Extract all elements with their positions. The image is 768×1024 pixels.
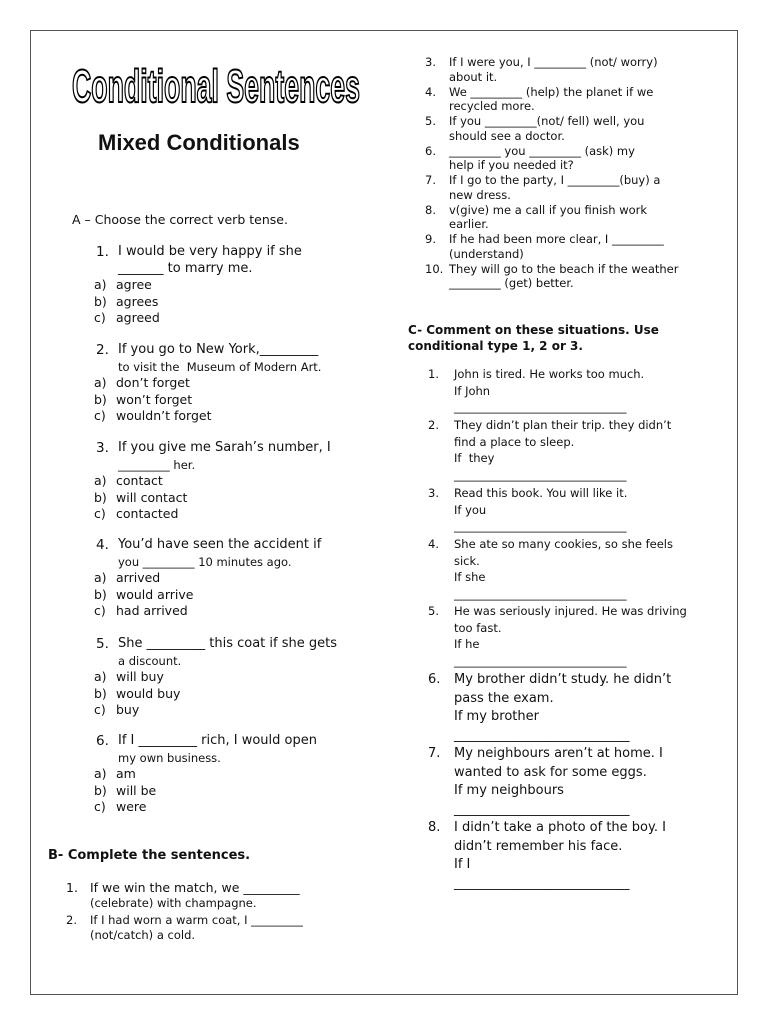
item-number: 8. bbox=[425, 202, 436, 217]
option-text: would buy bbox=[116, 685, 181, 701]
question-number: 4. bbox=[96, 537, 109, 553]
question-number: 6. bbox=[96, 733, 109, 749]
answer-line: ___________________________ bbox=[454, 801, 630, 817]
item-number: 8. bbox=[428, 820, 441, 835]
answer-option bbox=[94, 799, 146, 816]
sentence-line: (understand) bbox=[449, 246, 524, 261]
sentence-line: If I had worn a warm coat, I _________ bbox=[90, 913, 303, 927]
option-text: agrees bbox=[116, 293, 159, 309]
item-number: 6. bbox=[428, 672, 441, 687]
item-number: 3. bbox=[428, 486, 439, 500]
situation-line: If John bbox=[454, 383, 491, 398]
situation-line: wanted to ask for some eggs. bbox=[454, 764, 647, 780]
item-number: 5. bbox=[425, 114, 436, 128]
option-letter: c) bbox=[94, 702, 106, 717]
sentence-line: recycled more. bbox=[449, 99, 535, 114]
answer-option bbox=[94, 603, 188, 620]
answer-option bbox=[94, 294, 158, 311]
option-text: contacted bbox=[116, 506, 179, 521]
answer-line: ______________________________ bbox=[454, 653, 627, 668]
option-text: agreed bbox=[116, 310, 160, 325]
question-line: If I _________ rich, I would open bbox=[118, 733, 317, 748]
option-letter: a) bbox=[94, 375, 107, 390]
answer-option bbox=[94, 587, 193, 604]
section-c-heading-line1: C- Comment on these situations. Use bbox=[408, 323, 659, 337]
section-c-heading-line2: conditional type 1, 2 or 3. bbox=[408, 339, 583, 353]
option-text: agree bbox=[116, 277, 152, 292]
option-text: am bbox=[116, 766, 136, 781]
answer-line: ___________________________ bbox=[454, 875, 630, 891]
item-number: 7. bbox=[425, 173, 436, 187]
question-a-2 bbox=[96, 342, 376, 375]
sentence-line: should see a doctor. bbox=[449, 128, 565, 143]
question-a-3 bbox=[96, 440, 376, 473]
sentence-line: new dress. bbox=[449, 187, 511, 202]
option-letter: a) bbox=[94, 277, 107, 292]
situation-line: If he bbox=[454, 637, 480, 651]
sentence-b-3 bbox=[425, 55, 658, 84]
situation-line: find a place to sleep. bbox=[454, 434, 575, 449]
item-number: 5. bbox=[428, 604, 439, 618]
sentence-line: about it. bbox=[449, 69, 498, 84]
answer-option bbox=[94, 686, 180, 703]
section-b-heading: B- Complete the sentences. bbox=[48, 848, 251, 863]
option-text: won’t forget bbox=[116, 391, 193, 407]
option-letter: b) bbox=[94, 293, 107, 309]
option-letter: a) bbox=[94, 766, 107, 781]
sentence-line: _________ you _________ (ask) my bbox=[449, 143, 635, 158]
question-line: _________ her. bbox=[118, 457, 196, 472]
situation-line: If they bbox=[454, 451, 495, 465]
option-text: will contact bbox=[116, 489, 188, 505]
question-number: 3. bbox=[96, 440, 109, 456]
sentence-line: (celebrate) with champagne. bbox=[90, 895, 257, 910]
situation-line: My brother didn’t study. he didn’t bbox=[454, 672, 672, 687]
answer-option bbox=[94, 473, 163, 490]
answer-option bbox=[94, 766, 136, 783]
option-letter: b) bbox=[94, 586, 107, 602]
answer-option bbox=[94, 310, 160, 327]
worksheet-subtitle: Mixed Conditionals bbox=[98, 130, 300, 155]
option-letter: a) bbox=[94, 570, 107, 585]
option-letter: b) bbox=[94, 391, 107, 407]
sentence-b-7 bbox=[425, 173, 660, 202]
sentence-line: (not/catch) a cold. bbox=[90, 927, 196, 942]
situation-line: Read this book. You will like it. bbox=[454, 486, 628, 500]
question-line: my own business. bbox=[118, 750, 221, 765]
sentence-line: If I go to the party, I _________(buy) a bbox=[449, 173, 661, 187]
answer-option bbox=[94, 277, 152, 294]
answer-line: ______________________________ bbox=[454, 467, 627, 482]
option-text: contact bbox=[116, 473, 163, 488]
question-a-6 bbox=[96, 733, 376, 766]
sentence-line: help if you needed it? bbox=[449, 158, 574, 173]
answer-line: ______________________________ bbox=[454, 586, 627, 601]
item-number: 7. bbox=[428, 746, 441, 761]
situation-line: If my neighbours bbox=[454, 783, 564, 798]
situation-line: I didn’t take a photo of the boy. I bbox=[454, 820, 666, 835]
question-line: If you go to New York,_________ bbox=[118, 342, 319, 357]
sentence-line: We _________ (help) the planet if we bbox=[449, 84, 654, 99]
question-line: _______ to marry me. bbox=[118, 260, 253, 276]
situation-line: didn’t remember his face. bbox=[454, 838, 623, 854]
option-text: will buy bbox=[116, 669, 164, 684]
option-letter: b) bbox=[94, 489, 107, 505]
situation-c-1 bbox=[428, 366, 644, 416]
situation-line: John is tired. He works too much. bbox=[454, 367, 645, 381]
situation-line: If my brother bbox=[454, 709, 539, 724]
answer-line: ______________________________ bbox=[454, 519, 627, 533]
situation-line: My neighbours aren’t at home. I bbox=[454, 746, 663, 761]
question-line: If you give me Sarah’s number, I bbox=[118, 440, 331, 455]
section-a-heading: A – Choose the correct verb tense. bbox=[72, 212, 288, 227]
question-line: to visit the Museum of Modern Art. bbox=[118, 359, 322, 374]
answer-option bbox=[94, 669, 164, 686]
sentence-b-8 bbox=[425, 203, 647, 232]
situation-line: If I bbox=[454, 857, 471, 872]
question-number: 1. bbox=[96, 244, 109, 260]
option-letter: c) bbox=[94, 799, 106, 814]
situation-c-2 bbox=[428, 417, 671, 483]
option-text: will be bbox=[116, 782, 157, 798]
worksheet-title bbox=[70, 56, 362, 110]
item-number: 6. bbox=[425, 143, 436, 158]
item-number: 2. bbox=[428, 418, 439, 432]
situation-c-4 bbox=[428, 536, 673, 602]
option-text: would arrive bbox=[116, 586, 194, 602]
sentence-line: earlier. bbox=[449, 217, 489, 232]
answer-option bbox=[94, 702, 139, 719]
situation-line: pass the exam. bbox=[454, 690, 554, 706]
item-number: 9. bbox=[425, 232, 436, 246]
item-number: 1. bbox=[66, 880, 78, 895]
answer-option bbox=[94, 375, 190, 392]
item-number: 4. bbox=[425, 84, 436, 99]
answer-option bbox=[94, 506, 178, 523]
option-text: arrived bbox=[116, 570, 161, 585]
option-letter: b) bbox=[94, 685, 107, 701]
option-text: don’t forget bbox=[116, 375, 190, 390]
sentence-line: If I were you, I _________ (not/ worry) bbox=[449, 55, 658, 69]
question-line: a discount. bbox=[118, 653, 182, 668]
sentence-line: They will go to the beach if the weather bbox=[449, 261, 679, 276]
answer-option bbox=[94, 783, 156, 800]
item-number: 10. bbox=[425, 261, 444, 276]
situation-line: sick. bbox=[454, 553, 480, 568]
question-number: 5. bbox=[96, 636, 109, 652]
sentence-b-4 bbox=[425, 85, 653, 114]
situation-line: If she bbox=[454, 570, 486, 584]
answer-option bbox=[94, 408, 211, 425]
situation-line: She ate so many cookies, so she feels bbox=[454, 537, 673, 551]
sentence-b-5 bbox=[425, 114, 644, 143]
option-text: wouldn’t forget bbox=[116, 408, 212, 423]
question-a-5 bbox=[96, 636, 376, 669]
sentence-line: If we win the match, we _________ bbox=[90, 880, 300, 895]
sentence-line: If he had been more clear, I _________ bbox=[449, 232, 664, 246]
question-line: You’d have seen the accident if bbox=[118, 537, 322, 552]
option-letter: a) bbox=[94, 473, 107, 488]
option-text: were bbox=[116, 799, 147, 814]
answer-option bbox=[94, 490, 187, 507]
situation-line: If you bbox=[454, 502, 487, 517]
answer-option bbox=[94, 392, 192, 409]
option-letter: b) bbox=[94, 782, 107, 798]
option-letter: c) bbox=[94, 408, 106, 423]
sentence-line: If you _________(not/ fell) well, you bbox=[449, 114, 645, 128]
situation-line: He was seriously injured. He was driving bbox=[454, 604, 687, 618]
answer-line: ___________________________ bbox=[454, 727, 630, 743]
sentence-b-2 bbox=[66, 913, 303, 942]
question-a-4 bbox=[96, 537, 376, 570]
sentence-b-6 bbox=[425, 144, 635, 173]
sentence-line: v(give) me a call if you finish work bbox=[449, 202, 648, 217]
question-line: I would be very happy if she bbox=[118, 244, 302, 259]
item-number: 2. bbox=[66, 913, 77, 927]
option-letter: c) bbox=[94, 603, 106, 618]
option-letter: a) bbox=[94, 669, 107, 684]
question-number: 2. bbox=[96, 342, 109, 358]
option-text: had arrived bbox=[116, 603, 188, 618]
item-number: 1. bbox=[428, 367, 439, 381]
situation-c-7 bbox=[428, 745, 663, 819]
sentence-b-10 bbox=[425, 262, 678, 291]
option-text: buy bbox=[116, 702, 140, 717]
title-text: Conditional Sentences bbox=[72, 60, 360, 110]
question-a-1 bbox=[96, 244, 376, 277]
situation-c-3 bbox=[428, 485, 627, 535]
question-line: She _________ this coat if she gets bbox=[118, 636, 337, 651]
sentence-line: _________ (get) better. bbox=[449, 276, 574, 291]
situation-line: They didn’t plan their trip. they didn’t bbox=[454, 418, 672, 432]
question-line: you _________ 10 minutes ago. bbox=[118, 554, 292, 569]
situation-c-8 bbox=[428, 819, 666, 893]
sentence-b-1 bbox=[66, 881, 300, 910]
item-number: 4. bbox=[428, 537, 439, 551]
item-number: 3. bbox=[425, 55, 436, 69]
option-letter: c) bbox=[94, 506, 106, 521]
section-c-heading bbox=[408, 322, 659, 354]
situation-c-6 bbox=[428, 671, 671, 745]
answer-line: ______________________________ bbox=[454, 400, 627, 414]
sentence-b-9 bbox=[425, 232, 664, 261]
situation-line: too fast. bbox=[454, 620, 502, 635]
option-letter: c) bbox=[94, 310, 106, 325]
answer-option bbox=[94, 570, 160, 587]
situation-c-5 bbox=[428, 603, 687, 669]
